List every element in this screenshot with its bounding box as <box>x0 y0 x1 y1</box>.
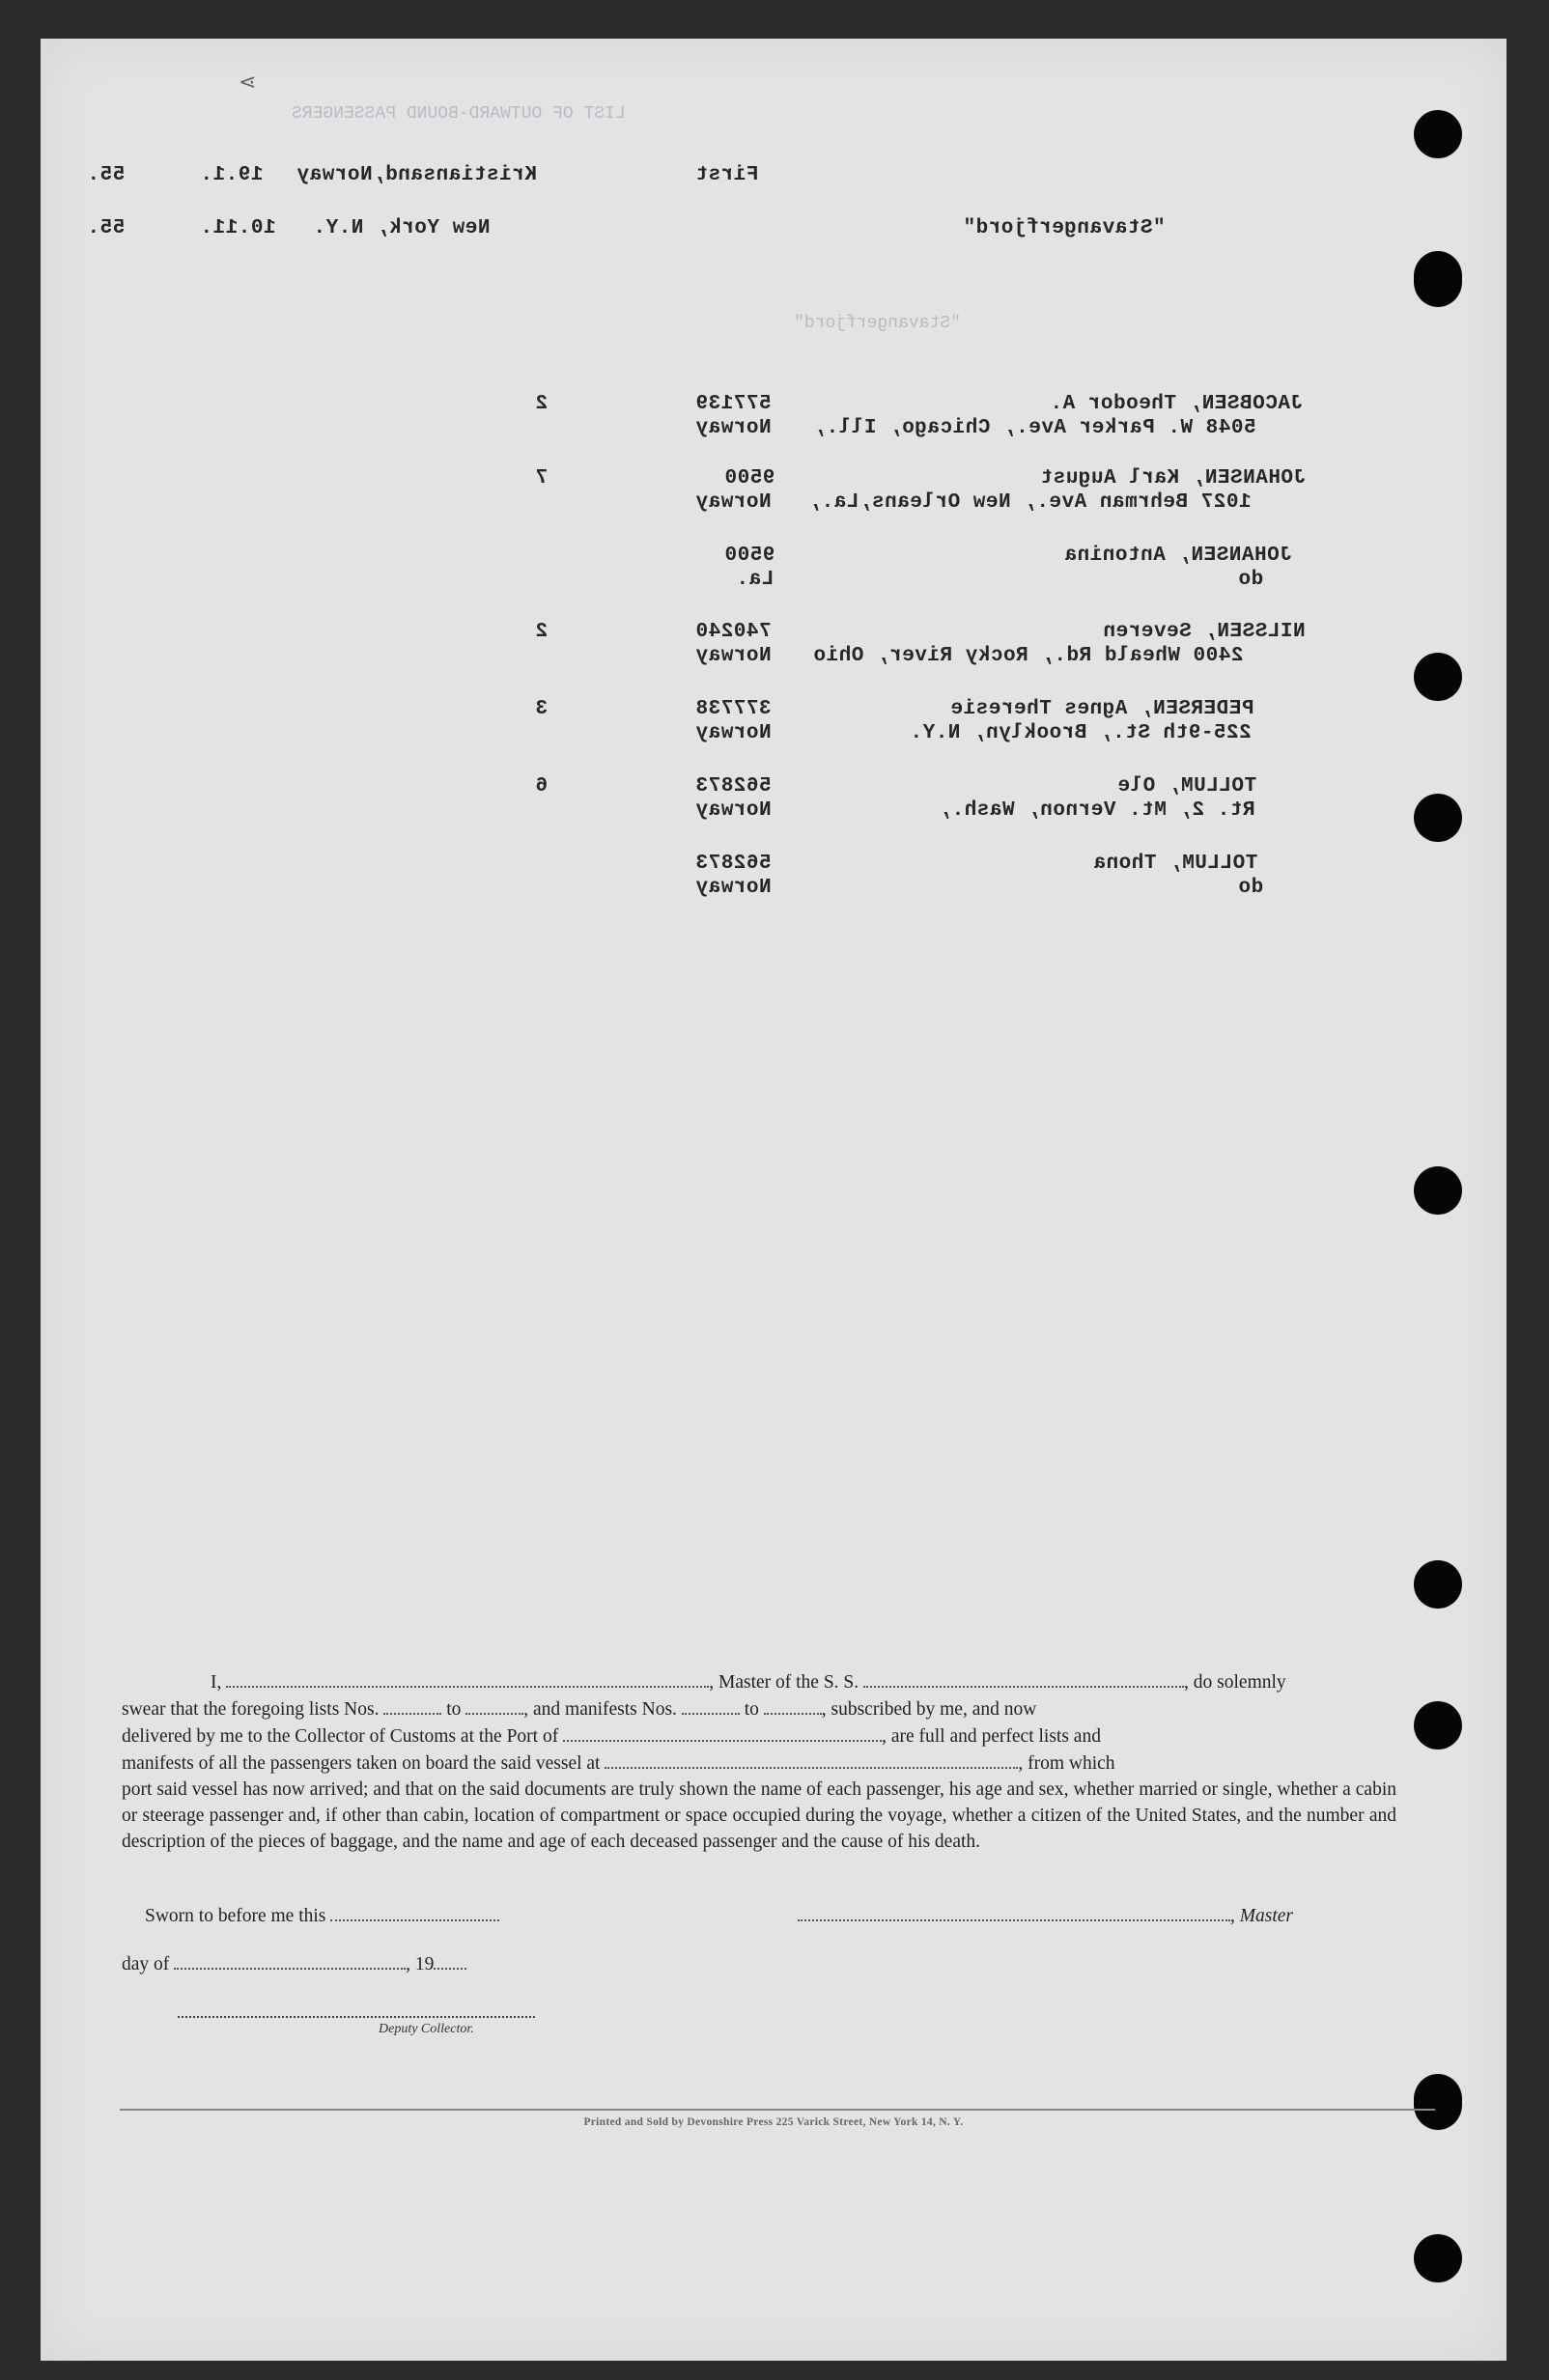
sworn-label: Sworn to before me this <box>145 1906 326 1926</box>
oath-master-of: , Master of the S. S. <box>709 1672 859 1693</box>
passenger-name: JACOBSEN, Theodor A. <box>1050 393 1304 415</box>
oath-manifests-all: manifests of all the passengers taken on board the said vessel at <box>122 1753 601 1774</box>
punch-hole <box>1414 1560 1462 1609</box>
port-blank <box>563 1722 882 1742</box>
oath-full-perfect: , are full and perfect lists and <box>882 1726 1101 1747</box>
passenger-col: 2 <box>535 393 549 415</box>
oath-collector: delivered by me to the Collector of Customs at the Port of <box>122 1726 559 1747</box>
passenger-name: TOLLUM, Ole <box>1117 775 1257 798</box>
passenger-col: 3 <box>535 698 549 720</box>
punch-hole <box>1414 110 1462 158</box>
punch-hole <box>1414 653 1462 701</box>
oath-body: port said vessel has now arrived; and that on the said documents are truly shown the name of each passenger, his age and sex, whether married or single, whether a cabin or steerage passenger and, if other than cabin, location of compartment or space occupied during the voyage, whether a citizen of the United States, and the number and description of the pieces of baggage, and the name and age of each deceased passenger and the cause of his death. <box>122 1779 1396 1852</box>
mirrored-offset-text <box>41 39 1507 1004</box>
deputy-signature-blank <box>178 2016 535 2018</box>
passenger-country: Norway <box>695 799 772 822</box>
sworn-date-blank <box>330 1902 499 1921</box>
oath-i: I, <box>211 1672 222 1693</box>
passenger-col: 6 <box>535 775 549 798</box>
header-class-1: First <box>695 164 759 186</box>
passenger-country: Norway <box>695 877 772 899</box>
master-label: , Master <box>1230 1906 1293 1926</box>
punch-hole <box>1414 251 1462 307</box>
passenger-country: Norway <box>695 491 772 514</box>
deputy-collector-label: Deputy Collector. <box>379 2022 474 2036</box>
oath-do-solemnly: , do solemnly <box>1184 1672 1286 1693</box>
vessel-name-blank <box>863 1668 1184 1688</box>
passenger-address: 225-9th St., Brooklyn, N.Y. <box>910 722 1252 744</box>
day-of-blank <box>174 1950 406 1970</box>
passenger-name: JOHANSEN, Antonina <box>1064 545 1292 567</box>
header-date-2: 10.11. <box>200 217 276 239</box>
passenger-number: 562873 <box>695 853 772 875</box>
punch-hole <box>1414 1701 1462 1750</box>
manifest-page <box>41 39 1507 2361</box>
oath-from-which: , from which <box>1018 1753 1115 1774</box>
manifest-from-blank <box>682 1695 740 1715</box>
header-vessel-2: "Stavangerfjord" <box>963 217 1166 239</box>
oath-to-1: to <box>446 1699 462 1720</box>
header-place-2: New York, N.Y. <box>313 217 491 239</box>
oath-subscribed: , subscribed by me, and now <box>821 1699 1037 1720</box>
oath-swear: swear that the foregoing lists Nos. <box>122 1699 380 1720</box>
year-blank <box>434 1950 466 1970</box>
list-from-blank <box>383 1695 441 1715</box>
passenger-name: PEDERSEN, Agnes Theresie <box>950 698 1254 720</box>
bleed-through-vessel: "Stavangerfjord" <box>794 314 961 333</box>
printer-imprint: Printed and Sold by Devonshire Press 225 Varick Street, New York 14, N. Y. <box>583 2116 964 2128</box>
header-date-1: 19.1. <box>200 164 264 186</box>
master-signature-blank <box>798 1902 1230 1921</box>
corner-mark: ⋖ <box>239 70 257 94</box>
master-name-blank <box>226 1668 709 1688</box>
footer-rule <box>120 2109 1435 2111</box>
master-signature-line <box>798 1902 1293 1927</box>
passenger-name: JOHANSEN, Karl August <box>1040 467 1307 490</box>
passenger-number: 377738 <box>695 698 772 720</box>
passenger-col: 2 <box>535 621 549 643</box>
punch-hole <box>1414 794 1462 842</box>
day-of-label: day of <box>122 1954 170 1974</box>
passenger-address: Rt. 2, Mt. Vernon, Wash., <box>939 799 1255 822</box>
punch-hole <box>1414 2234 1462 2282</box>
passenger-number: 562873 <box>695 775 772 798</box>
passenger-number: 577139 <box>695 393 772 415</box>
passenger-address: do <box>1238 877 1264 899</box>
oath-and-manifests: , and manifests Nos. <box>523 1699 677 1720</box>
passenger-address: 1027 Behrman Ave., New Orleans,La., <box>808 491 1252 514</box>
oath-to-2: to <box>744 1699 759 1720</box>
passenger-country: Norway <box>695 722 772 744</box>
passenger-country: Norway <box>695 645 772 667</box>
list-to-blank <box>465 1695 523 1715</box>
header-number-2: 55. <box>87 217 126 239</box>
punch-hole <box>1414 1166 1462 1215</box>
passenger-country: Norway <box>695 417 772 439</box>
passenger-address: 2400 Wheald Rd., Rocky River, Ohio <box>813 645 1244 667</box>
passenger-number: 9500 <box>724 467 775 490</box>
passenger-name: NILSSEN, Severen <box>1103 621 1306 643</box>
passenger-address: 5048 W. Parker Ave., Chicago, Ill., <box>813 417 1256 439</box>
oath-paragraph <box>122 1668 1396 1855</box>
manifest-to-blank <box>764 1695 822 1715</box>
header-place-1: Kristiansand,Norway <box>296 164 537 186</box>
passenger-country: La. <box>736 569 774 591</box>
day-of-line <box>122 1950 466 1975</box>
sworn-line <box>145 1902 499 1927</box>
header-number-1: 55. <box>87 164 126 186</box>
passenger-col: 7 <box>535 467 549 490</box>
bleed-through-header: LIST OF OUTWARD-BOUND PASSENGERS <box>292 104 626 124</box>
year-label: , 19 <box>406 1954 435 1974</box>
departure-port-blank <box>605 1750 1018 1769</box>
passenger-number: 740240 <box>695 621 772 643</box>
passenger-number: 9500 <box>724 545 775 567</box>
passenger-address: do <box>1238 569 1264 591</box>
passenger-name: TOLLUM, Thona <box>1093 853 1258 875</box>
